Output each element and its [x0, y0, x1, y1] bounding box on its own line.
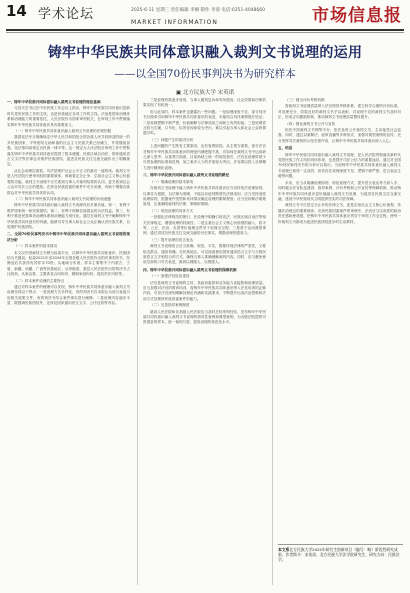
paragraph: （四）强化裁判文书公开与宣传 — [285, 121, 336, 126]
section-heading: 四、铸牢中华民族共同体意识融入裁判文书说理的保障机制 — [143, 267, 237, 272]
paragraph: 法官是裁判文书说理的主体，其政治素养和业务能力直接影响说理质量。应当加强对法官的教育培训，将铸牢中华民族共同体意识纳入法官培训的必修内容，引导法官深刻理解其理论内涵和实践要求，不断提升运用法治思维和法治方式处理涉民族因素案件的能力。 — [143, 280, 266, 301]
paragraph: 但与此同时，样本案件也暴露出一些问题。一是说理深度不足，部分判决书仅简单引用铸牢中华民族共同体意识的表述，未能结合具体案情展开论证；二是说理逻辑不够严密，价值阐释与法律适用之间缺乏有效衔接；三是说理语言较为生硬，口号化、标签化现象较为突出，难以引起当事人和社会公众的情感共鸣。 — [143, 109, 266, 136]
section-heading: 一、铸牢中华民族共同体意识融入裁判文书说理的理论基础 — [7, 100, 101, 104]
section-heading: 三、铸牢中华民族共同体意识融入裁判文书说理的路径 — [143, 173, 230, 178]
paragraph: 三是说理效果逐步显现，当事人服判息诉率有所提高，社会效果和法律效果实现了有机统一。 — [143, 98, 266, 108]
paragraph: 上述问题的产生既有主观原因，也有客观原因。从主观方面看，部分法官对铸牢中华民族共同体意识的理论内涵把握不准，对如何在裁判文书中运用缺乏深入思考；从客观方面看，目前尚缺乏统一的规范指引，法官在说理时缺少可供参照的标准和范例，加之案多人少的矛盾较为突出，法官难以投入足够精力进行精细化说理。 — [143, 144, 266, 170]
paragraph: 从社会治理层面看，司法是维护社会公平正义的最后一道防线。裁判文书是人民法院行使审判权的重要载体，承载着定分止争、弘扬社会主义核心价值观的功能。裁判文书说理不仅关系到当事人对裁判结果的认同，更关系到社会公众对司法公正的感知。在涉及民族因素的案件中充分说理，有助于增强各族群众对中华民族共同体的认同。 — [7, 168, 130, 195]
paragraph: 在裁判文书说理中融入铸牢中华民族共同体意识应当坚持依法说理原则，以事实为根据、以法律为准绳，不能以价值判断替代法律适用；应当坚持适度说理原则，根据案件类型和具体情况确定说理的繁简程度；应当坚持释法明理原则，注重阐明裁判的法理、事理和情理。 — [143, 186, 266, 207]
paragraph: （二）样本案件说理的主要特点 — [14, 278, 65, 283]
author-footnote — [278, 544, 403, 563]
paragraph: 最高人民法院和各高级人民法院应当及时总结审判经验，发布铸牢中华民族共同体意识融入裁判文书说理的指导性案例和典型案例，为各级法院提供可资借鉴的样本，统一裁判尺度，提高说理的规范化水平。 — [143, 309, 266, 325]
newspaper-logo: 市场信息报 — [312, 6, 402, 26]
header-divider — [6, 29, 404, 31]
paragraph: 铸牢中华民族共同体意识融入裁判文书说理具有多重价值。第一，有利于维护国家统一和民族团结。第二，有利于保障各族群众的合法权益。第三，有利于推进民族事务治理体系和治理能力现代化。通过在裁判文书中阐释铸牢中华民族共同体意识的内涵，能够引导当事人和社会公众正确认识民族关系，自觉维护民族团结。 — [7, 203, 130, 229]
header-divider-thin — [6, 32, 404, 33]
article-column-2 — [143, 98, 266, 588]
section-title-en: MARKET INFORMATION — [131, 19, 218, 26]
paragraph: 裁判文书说理语言应当准确、规范、平实，既要体现法律的严肃性，又要贴近群众、通俗易懂。在民族地区，可以探索使用国家通用语言文字与少数民族语言文字相结合的方式，确保当事人准确理解裁判内容。同时，应当避免使用空洞的口号式表述，做到以理服人、以情感人。 — [143, 244, 266, 265]
section-title: 学术论坛 — [38, 7, 95, 22]
column-divider — [137, 100, 138, 585]
paragraph: （三）提升说理的语言表达 — [150, 237, 194, 242]
paragraph: （一）铸牢中华民族共同体意识融入裁判文书说理的法理依据 — [14, 129, 112, 134]
footnote-text: 北方民族大学2025年研究生创新项目（编号：略）阶段性研究成果。作者简介：宋英诺，北方民族大学法学院研究生，研究方向：民族法学。 — [278, 547, 400, 563]
paragraph: 未来，应当从明确说理原则、规范说理方式、提升语言表达等方面入手，同时健全法官队伍建设、指导案例、评价考核和公开宣传等保障机制，推动铸牢中华民族共同体意识更好地融入裁判文书说理，为促进各民族交往交流交融、建设中华民族现代文明提供坚实的司法保障。 — [278, 180, 401, 201]
article-byline: ▣ 北方民族大学 宋英诺 — [175, 90, 235, 96]
paragraph: 铸牢中华民族共同体意识融入裁判文书说理，是人民法院贯彻落实新时代党的民族工作主线的具体体现，也是提升司法公信力的重要途径。通过对全国70份民事判决书的分析可以看出，当前铸牢中华民族共同体意识融入裁判文书说理已取得一定成效，但仍存在说理深度不足、逻辑不够严密、语言表达生硬等问题。 — [278, 152, 401, 179]
paragraph: 习近平总书记在中央民族工作会议上指出，铸牢中华民族共同体意识是新时代党的民族工作的主线，也是民族地区各项工作的主线。法治是国家治理体系和治理能力的重要依托，人民法院作为国家审判机关，在审判工作中贯彻落实铸牢中华民族共同体意识具有重要意义。 — [7, 106, 130, 127]
article-subheadline: ——以全国70份民事判决书为研究样本 — [114, 68, 296, 80]
paragraph: （三）健全评价考核机制 — [285, 98, 325, 102]
article-headline: 铸牢中华民族共同体意识融入裁判文书说理的运用 — [47, 45, 363, 61]
paragraph: （二）完善指导案例制度 — [150, 303, 190, 308]
article-column-3 — [278, 98, 401, 540]
issue-meta: 2025-6-11 星期三 责任编辑 李楠 制作 李睿 电话:0351-4048660 — [131, 8, 266, 13]
paragraph: （一）明确说理的基本原则 — [150, 179, 194, 184]
page-number: 14 — [6, 2, 27, 20]
paragraph: （一）加强法官队伍建设 — [150, 274, 190, 279]
paragraph: 裁判文书不仅是定分止争的法律文书，更是弘扬社会主义核心价值观、传播法治理念的重要载体。在涉民族因素案件的审理中，法官应当以高度的政治责任感和使命感，把铸牢中华民族共同体意识贯穿于审判工作全过程，使每一份裁判文书都成为促进民族团结进步的生动教材。 — [278, 203, 401, 224]
footnote-label: 本文系 — [278, 547, 290, 552]
paragraph: 一是强化法律规范的援引，在说理中明确引用宪法、民族区域自治法等相关法律规定，增强说理的权威性；二是注重社会主义核心价值观的融入，将平等、公正、法治、友善等价值理念贯穿于说理全过程；三是善于运用典型事例，通过讲述各民族交往交流交融的历史事实，增强说理的感染力。 — [143, 215, 266, 236]
paragraph: 通过对样本案件的梳理可以发现，铸牢中华民族共同体意识融入裁判文书说理呈现以下特点：一是说理方式多样化，有的判决书在本院认为部分直接引用相关政策文件，有的判决书结合案件事实进行阐释；二是说理内容逐步丰富，除强调民族团结外，还涉及国家通用语言文字、公序良俗等内容。 — [7, 285, 130, 306]
section-heading: 五、结语 — [278, 146, 293, 151]
section-heading: 二、全国70份民事判决书中铸牢中华民族共同体意识融入裁判文书说理的现状分析 — [7, 232, 130, 242]
paragraph: （一）样本案件的基本情况 — [14, 244, 58, 249]
paragraph: （二）铸牢中华民族共同体意识融入裁判文书说理的价值意蕴 — [14, 196, 112, 201]
paragraph: 将裁判文书说理质量纳入法官绩效考核体系，建立科学合理的评价标准，对说理充分、效果良好的裁判文书予以表彰，对说理不足的裁判文书及时纠正，形成正向激励机制，推动裁判文书说理质量整体提升。 — [278, 104, 401, 120]
article-column-1 — [7, 98, 130, 588]
column-divider — [272, 100, 273, 585]
paragraph: 我国宪法序言明确规定中华人民共和国是全国各族人民共同缔造的统一的多民族国家，平等团结互助和谐的社会主义民族关系已经确立，并将继续加强。宪法第四条规定各民族一律平等。这一规定为人民法院在审判工作中贯彻落实铸牢中华民族共同体意识提供了根本遵循。民族区域自治法、国家通用语言文字法等法律也对维护民族团结、促进各民族交往交流交融作出了明确规定。 — [7, 135, 130, 167]
paragraph: 本文以中国裁判文书网为检索平台，以铸牢中华民族共同体意识、民族团结为关键词，检索2021年至2024年全国各级人民法院作出的民事判决书，经筛选后共获得有效样本70份。从地域分布看，样本主要集中于内蒙古、宁夏、新疆、西藏、广西等民族地区；从审级看，基层人民法院作出的判决书占比较高；从案由看，主要涉及合同纠纷、婚姻家庭纠纷、侵权责任纠纷等。 — [7, 250, 130, 277]
paragraph: 依托中国裁判文书网等平台，依法及时公开裁判文书，主动接受社会监督。同时，通过以案释法、庭审直播等多种形式，加强对典型案例的宣传，充分发挥司法裁判的示范引领作用，让铸牢中华民族共同体意识深入人心。 — [278, 128, 401, 143]
paragraph: （二）规范说理的具体方式 — [150, 208, 194, 213]
paragraph: （三）问题产生的原因分析 — [150, 137, 194, 142]
